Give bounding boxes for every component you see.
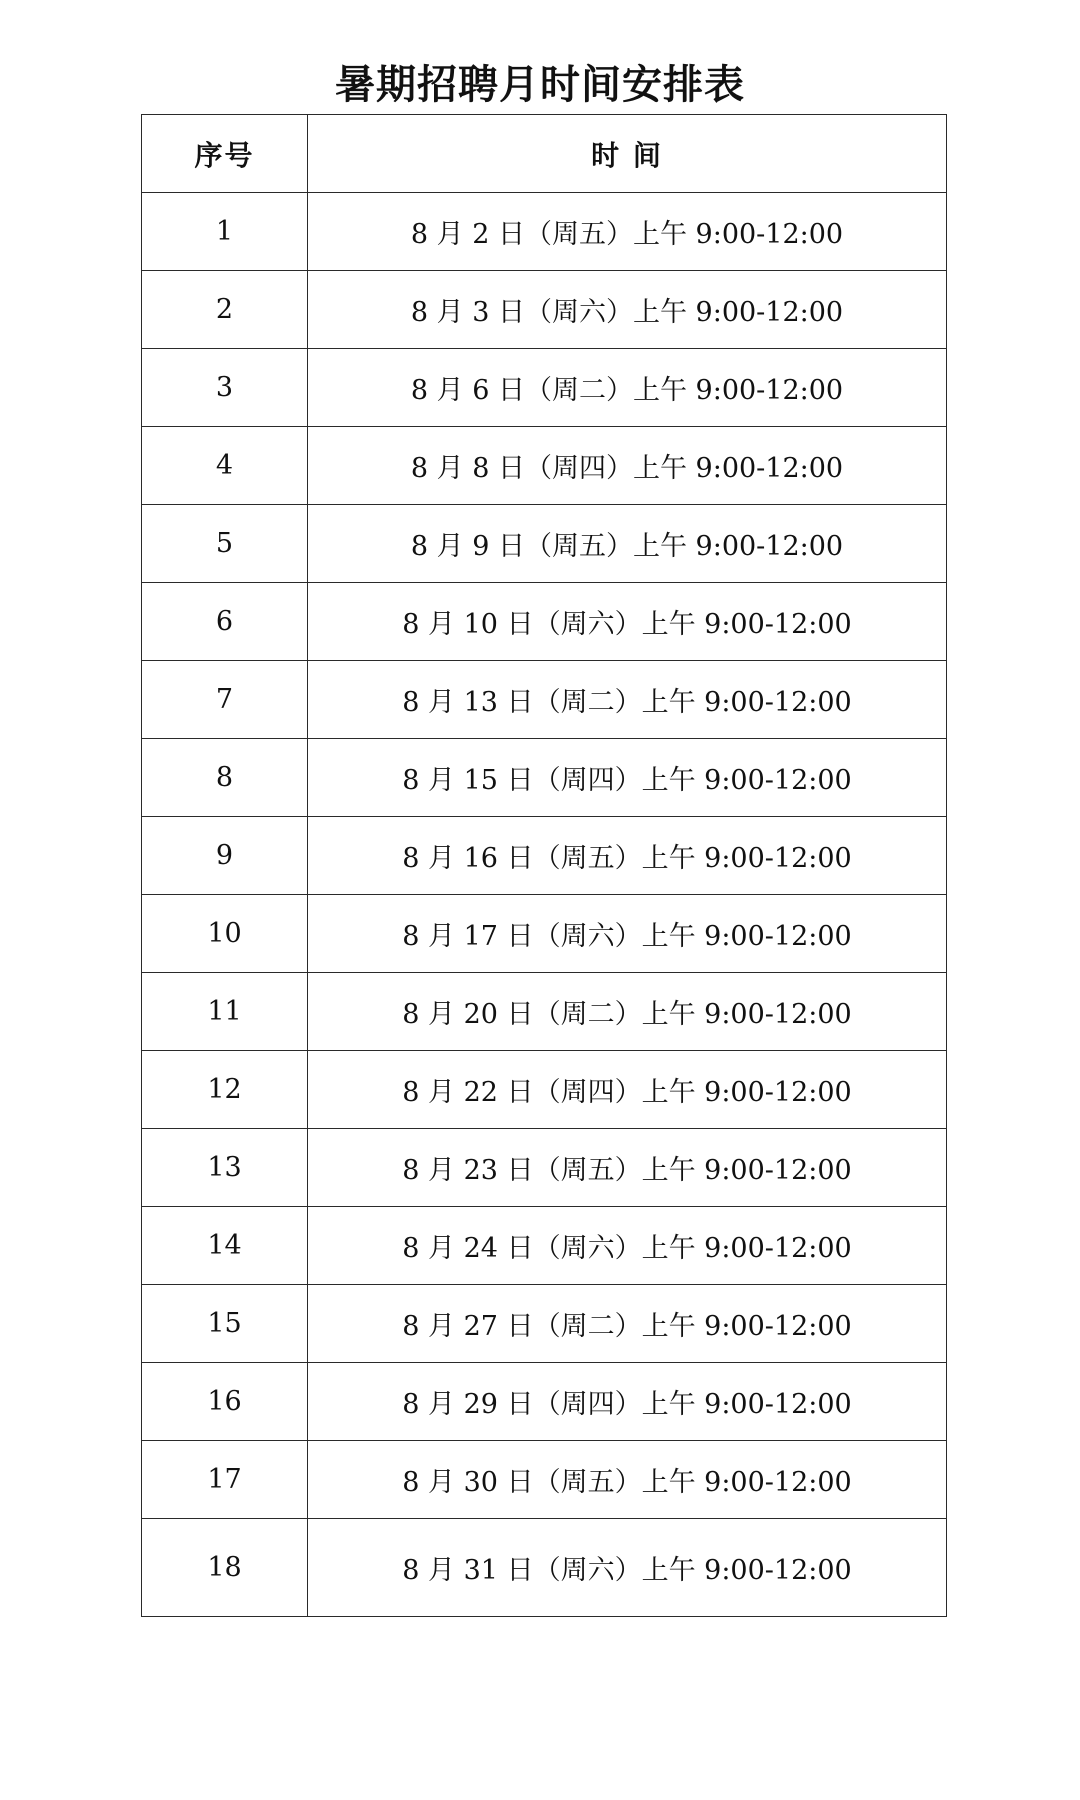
row-time-text: 8 月 29 日（周四）上午 9:00-12:00 xyxy=(402,1389,852,1420)
page-title: 暑期招聘月时间安排表 xyxy=(335,62,745,108)
row-number-cell: 12 xyxy=(142,1051,308,1129)
row-time-cell xyxy=(308,193,947,271)
row-time-text: 8 月 30 日（周五）上午 9:00-12:00 xyxy=(402,1467,852,1498)
row-time-cell xyxy=(308,895,947,973)
row-number-cell: 16 xyxy=(142,1363,308,1441)
row-time-text: 8 月 20 日（周二）上午 9:00-12:00 xyxy=(402,999,852,1030)
row-time-cell xyxy=(308,1363,947,1441)
row-time-cell xyxy=(308,817,947,895)
row-number-cell: 15 xyxy=(142,1285,308,1363)
row-time-cell xyxy=(308,505,947,583)
column-header-no: 序号 xyxy=(142,115,308,193)
table-body xyxy=(142,193,947,1617)
row-number-cell: 2 xyxy=(142,271,308,349)
row-number-cell: 7 xyxy=(142,661,308,739)
table-row xyxy=(142,739,947,817)
table-row xyxy=(142,661,947,739)
row-time-text: 8 月 24 日（周六）上午 9:00-12:00 xyxy=(402,1233,852,1264)
row-time-text: 8 月 16 日（周五）上午 9:00-12:00 xyxy=(402,843,852,874)
row-time-cell xyxy=(308,973,947,1051)
row-time-text: 8 月 13 日（周二）上午 9:00-12:00 xyxy=(402,687,852,718)
table-row xyxy=(142,193,947,271)
row-number-cell: 1 xyxy=(142,193,308,271)
row-time-text: 8 月 17 日（周六）上午 9:00-12:00 xyxy=(402,921,852,952)
row-number-cell: 9 xyxy=(142,817,308,895)
row-time-cell xyxy=(308,271,947,349)
row-time-cell xyxy=(308,1051,947,1129)
row-time-text: 8 月 10 日（周六）上午 9:00-12:00 xyxy=(402,609,852,640)
row-number-cell: 5 xyxy=(142,505,308,583)
row-time-text: 8 月 31 日（周六）上午 9:00-12:00 xyxy=(402,1555,852,1586)
table-row xyxy=(142,427,947,505)
row-time-cell xyxy=(308,739,947,817)
row-time-text: 8 月 15 日（周四）上午 9:00-12:00 xyxy=(402,765,852,796)
row-time-text: 8 月 3 日（周六）上午 9:00-12:00 xyxy=(410,297,844,328)
row-number-cell: 6 xyxy=(142,583,308,661)
row-number-cell: 10 xyxy=(142,895,308,973)
row-number-cell: 13 xyxy=(142,1129,308,1207)
row-time-text: 8 月 9 日（周五）上午 9:00-12:00 xyxy=(410,531,844,562)
table-row xyxy=(142,505,947,583)
table-row xyxy=(142,1051,947,1129)
row-number-cell: 3 xyxy=(142,349,308,427)
row-time-text: 8 月 6 日（周二）上午 9:00-12:00 xyxy=(410,375,844,406)
table-row xyxy=(142,1519,947,1617)
column-header-time: 时 间 xyxy=(308,115,947,193)
table-row xyxy=(142,1207,947,1285)
row-number-cell: 14 xyxy=(142,1207,308,1285)
row-number-cell: 17 xyxy=(142,1441,308,1519)
row-time-cell xyxy=(308,583,947,661)
table-row xyxy=(142,895,947,973)
table-row xyxy=(142,1363,947,1441)
table-header-row xyxy=(142,115,947,193)
row-time-cell xyxy=(308,349,947,427)
schedule-table xyxy=(141,114,947,1617)
table-row xyxy=(142,1285,947,1363)
row-time-cell xyxy=(308,1285,947,1363)
row-time-cell xyxy=(308,1129,947,1207)
row-time-cell xyxy=(308,1441,947,1519)
table-row xyxy=(142,817,947,895)
table-row xyxy=(142,1129,947,1207)
row-time-text: 8 月 27 日（周二）上午 9:00-12:00 xyxy=(402,1311,852,1342)
row-time-cell xyxy=(308,661,947,739)
row-time-cell xyxy=(308,1519,947,1617)
row-number-cell: 11 xyxy=(142,973,308,1051)
table-row xyxy=(142,349,947,427)
row-time-text: 8 月 2 日（周五）上午 9:00-12:00 xyxy=(410,219,844,250)
table-row xyxy=(142,973,947,1051)
row-time-text: 8 月 23 日（周五）上午 9:00-12:00 xyxy=(402,1155,852,1186)
row-number-cell: 8 xyxy=(142,739,308,817)
table-row xyxy=(142,583,947,661)
row-time-cell xyxy=(308,427,947,505)
row-number-cell: 18 xyxy=(142,1519,308,1617)
row-time-cell xyxy=(308,1207,947,1285)
table-row xyxy=(142,1441,947,1519)
row-time-text: 8 月 8 日（周四）上午 9:00-12:00 xyxy=(410,453,844,484)
row-number-cell: 4 xyxy=(142,427,308,505)
table-row xyxy=(142,271,947,349)
row-time-text: 8 月 22 日（周四）上午 9:00-12:00 xyxy=(402,1077,852,1108)
